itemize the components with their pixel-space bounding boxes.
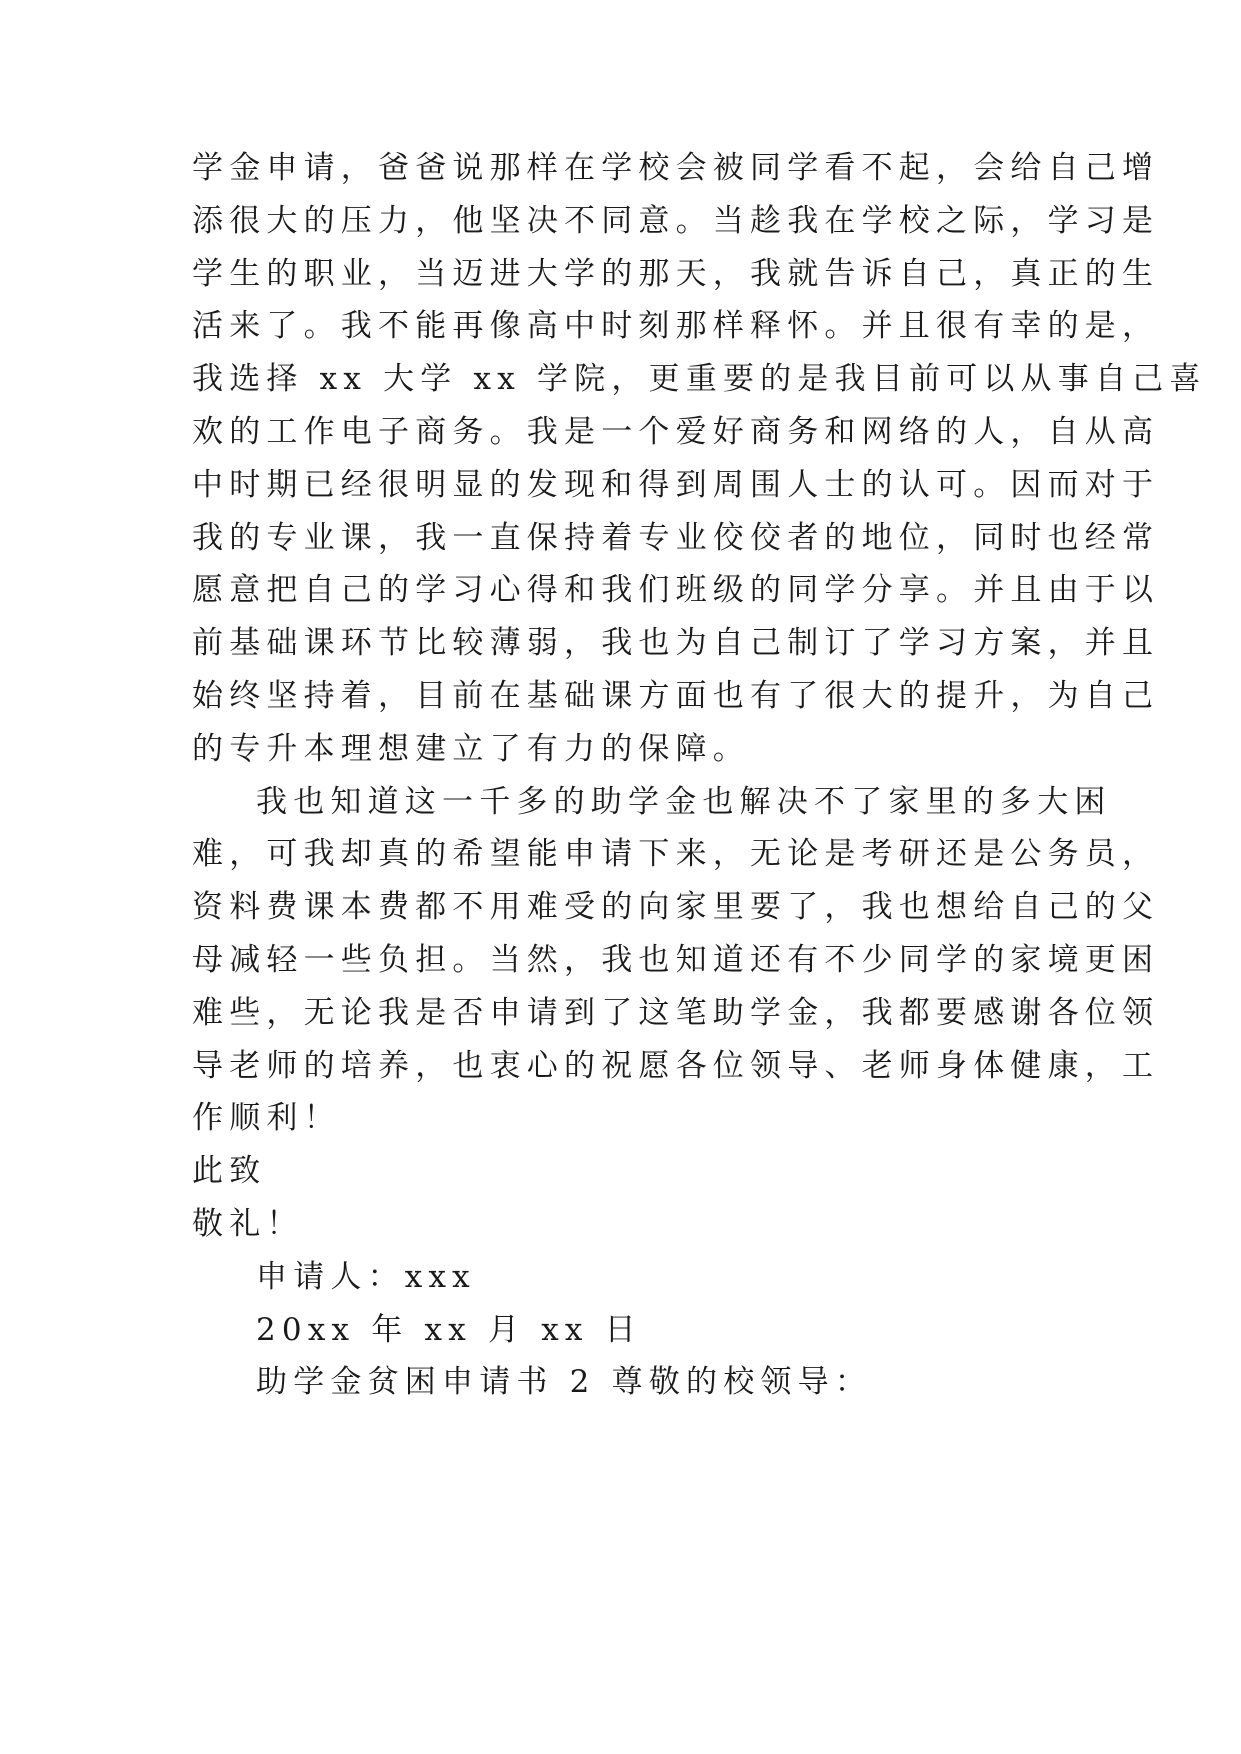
- text-line: 愿意把自己的学习心得和我们班级的同学分享。并且由于以: [192, 572, 1160, 608]
- text-line: 欢的工作电子商务。我是一个爱好商务和网络的人，自从高: [192, 414, 1160, 450]
- text-line: 始终坚持着，目前在基础课方面也有了很大的提升，为自己: [192, 678, 1160, 714]
- text-line: 活来了。我不能再像高中时刻那样释怀。并且很有幸的是，: [192, 308, 1160, 344]
- text-line: 母减轻一些负担。当然，我也知道还有不少同学的家境更困: [192, 942, 1160, 978]
- text-line: 难，可我却真的希望能申请下来，无论是考研还是公务员，: [192, 836, 1160, 872]
- text-line: 我选择 xx 大学 xx 学院，更重要的是我目前可以从事自己喜: [192, 361, 1207, 397]
- next-section-title: 助学金贫困申请书 2 尊敬的校领导：: [256, 1364, 873, 1400]
- closing-regards: 敬礼！: [192, 1206, 304, 1242]
- text-line: 学生的职业，当迈进大学的那天，我就告诉自己，真正的生: [192, 256, 1160, 292]
- text-line: 学金申请，爸爸说那样在学校会被同学看不起，会给自己增: [192, 150, 1160, 186]
- text-line: 难些，无论我是否申请到了这笔助学金，我都要感谢各位领: [192, 995, 1160, 1031]
- letter-date: 20xx 年 xx 月 xx 日: [256, 1312, 642, 1348]
- text-line: 资料费课本费都不用难受的向家里要了，我也想给自己的父: [192, 889, 1160, 925]
- text-line: 我也知道这一千多的助学金也解决不了家里的多大困: [256, 784, 1112, 820]
- applicant-signature: 申请人：xxx: [256, 1259, 476, 1295]
- text-line: 添很大的压力，他坚决不同意。当趁我在学校之际，学习是: [192, 203, 1160, 239]
- closing-salutation: 此致: [192, 1153, 267, 1189]
- text-line: 我的专业课，我一直保持着专业佼佼者的地位，同时也经常: [192, 520, 1160, 556]
- text-line: 导老师的培养，也衷心的祝愿各位领导、老师身体健康，工: [192, 1048, 1160, 1084]
- text-line: 前基础课环节比较薄弱，我也为自己制订了学习方案，并且: [192, 625, 1160, 661]
- text-line: 中时期已经很明显的发现和得到周围人士的认可。因而对于: [192, 467, 1160, 503]
- text-line: 作顺利！: [192, 1100, 341, 1136]
- text-line: 的专升本理想建立了有力的保障。: [192, 731, 750, 767]
